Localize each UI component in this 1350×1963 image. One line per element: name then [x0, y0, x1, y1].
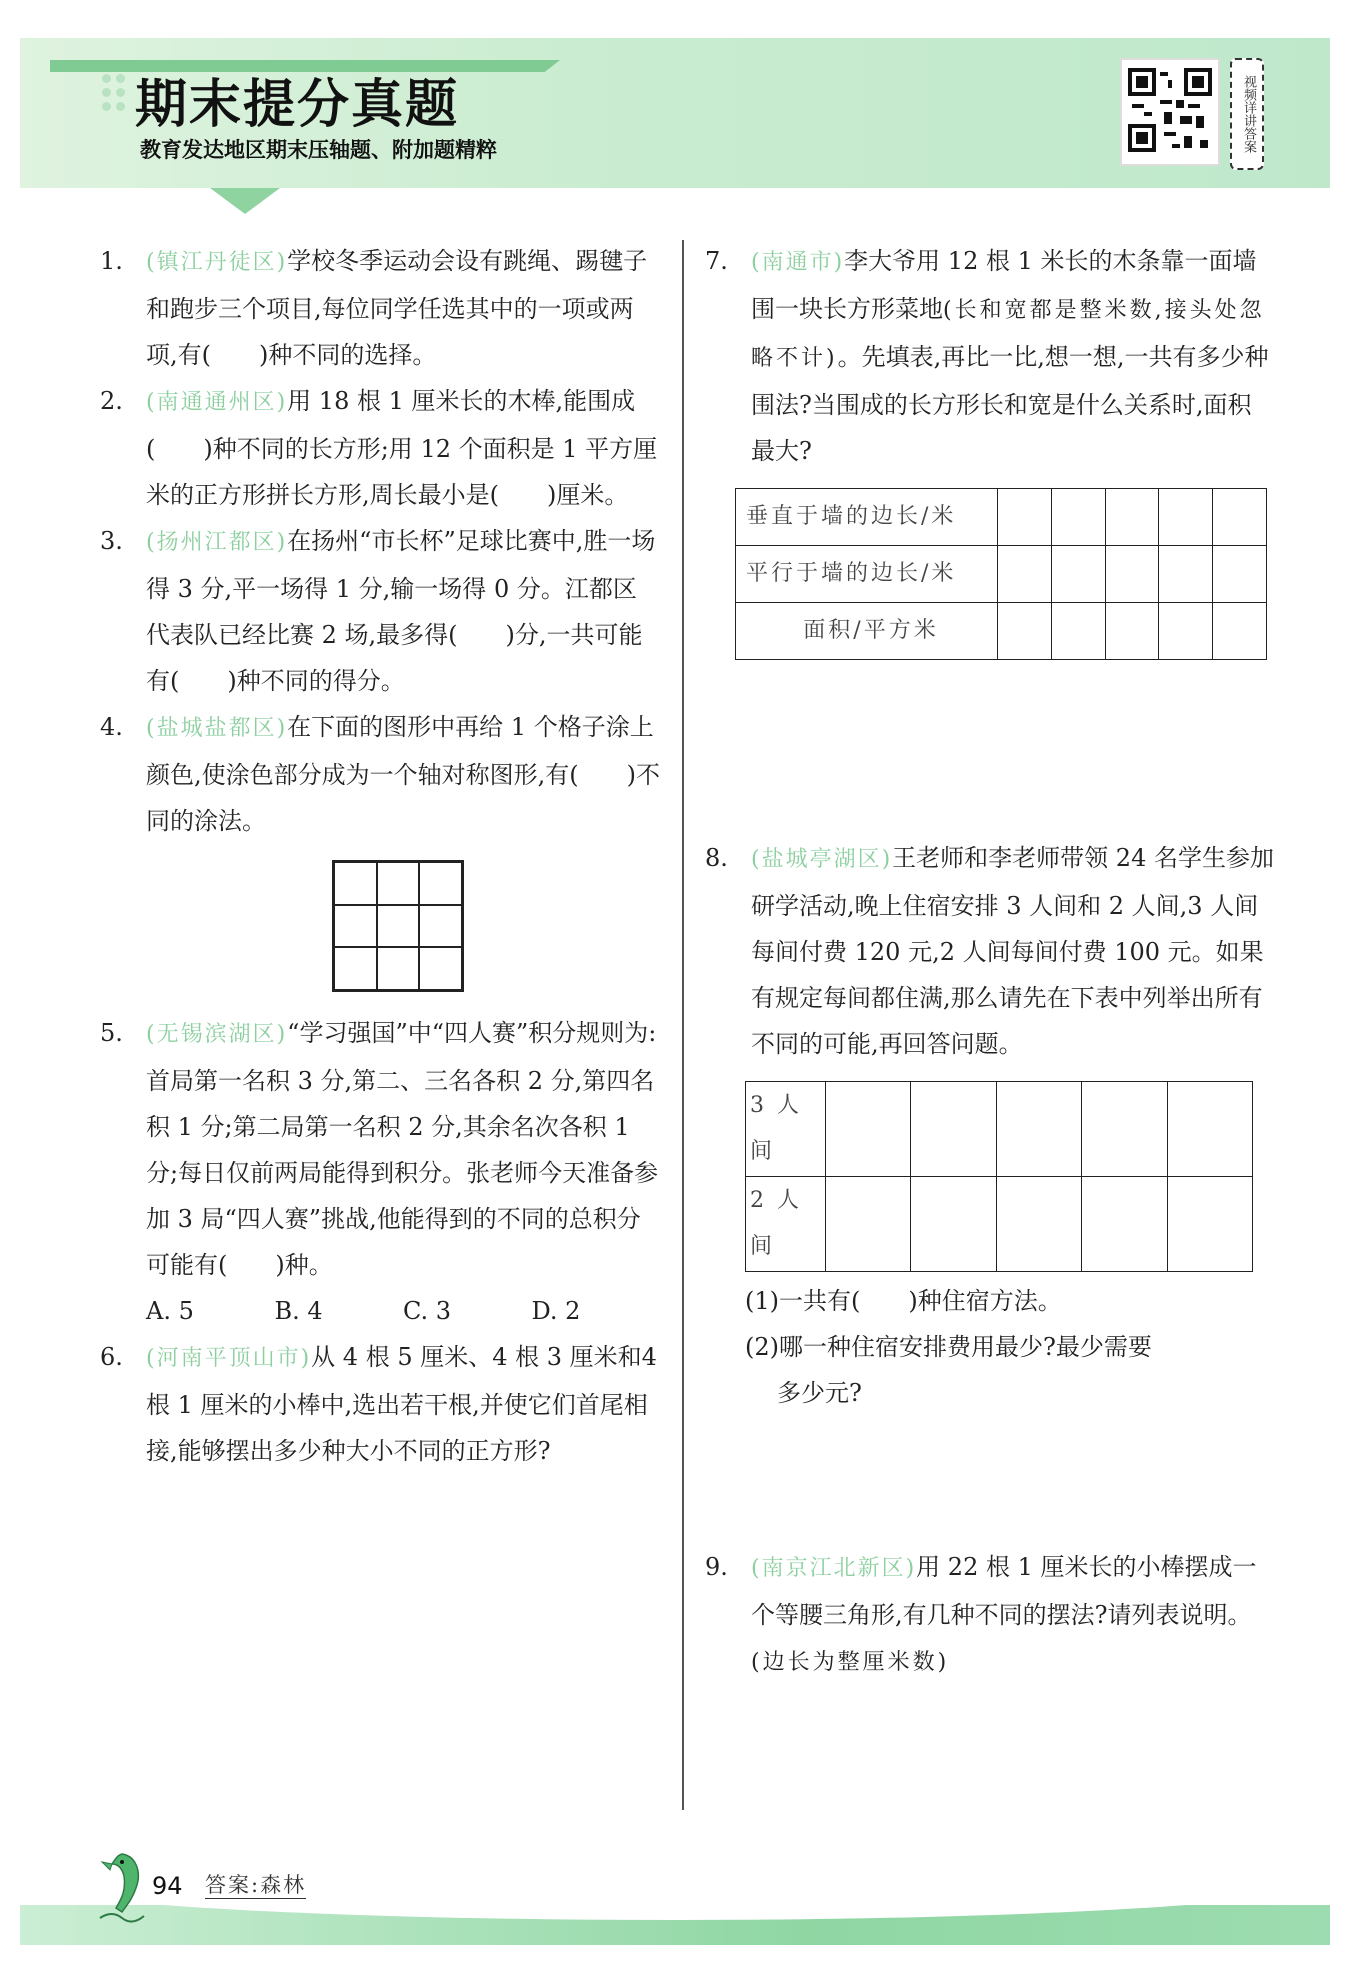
choice-d[interactable]: D. 2 [531, 1297, 581, 1325]
question-note: (长和宽都是整米数,接头处忽略不计) [751, 298, 1265, 371]
table-cell[interactable] [1159, 489, 1213, 546]
sub-question-1: (1)一共有( )种住宿方法。 [745, 1287, 1062, 1315]
table-cell[interactable] [1051, 489, 1105, 546]
table-cell[interactable] [1105, 603, 1159, 660]
sub-question-2: (2)哪一种住宿安排费用最少?最少需要 [745, 1333, 1152, 1361]
table-cell[interactable] [998, 489, 1052, 546]
table-cell[interactable] [826, 1177, 911, 1272]
question-text: 李大爷用 12 根 1 米长的木条靠一面墙围一块长方形菜地 [751, 247, 1257, 323]
question-number: 2. [100, 387, 123, 415]
table-cell[interactable] [1105, 546, 1159, 603]
table-cell[interactable] [1159, 546, 1213, 603]
table-cell[interactable] [998, 603, 1052, 660]
table-cell[interactable] [1051, 546, 1105, 603]
page-number: 94 [152, 1872, 183, 1900]
question-number: 6. [100, 1343, 123, 1371]
grid-cell[interactable] [377, 905, 420, 948]
row-header: 2 人间 [746, 1177, 826, 1272]
question-source: (盐城亭湖区) [751, 847, 893, 872]
table-cell[interactable] [996, 1177, 1081, 1272]
table-row [736, 489, 1267, 546]
choice-a[interactable]: A. 5 [146, 1297, 194, 1325]
fence-table [735, 488, 1267, 660]
qr-code-icon [1128, 68, 1212, 152]
table-row [736, 546, 1267, 603]
question-number: 1. [100, 247, 123, 275]
qr-code[interactable] [1120, 58, 1220, 166]
qr-label: 视频详讲答案 [1230, 58, 1264, 170]
table-cell[interactable] [996, 1082, 1081, 1177]
question-6 [100, 1334, 660, 1474]
question-3 [100, 518, 660, 704]
question-source: (扬州江都区) [146, 530, 288, 555]
dolphin-mascot-icon [92, 1846, 152, 1926]
question-text: 从 4 根 5 厘米、4 根 3 厘米和4 根 1 厘米的小棒中,选出若干根,并使它们首尾相接,能够摆出多少种大小不同的正方形? [146, 1343, 657, 1465]
question-text: 王老师和李老师带领 24 名学生参加研学活动,晚上住宿安排 3 人间和 2 人间,3 人间每间付费 120 元,2 人间每间付费 100 元。如果有规定每间都住满,那么请先在下表中列举出所有不同的可能,再回答问题。 [751, 844, 1274, 1058]
question-text: 在扬州“市长杯”足球比赛中,胜一场得 3 分,平一场得 1 分,输一场得 0 分。江都区代表队已经比赛 2 场,最多得( )分,一共可能有( )种不同的得分。 [146, 527, 656, 695]
question-number: 4. [100, 713, 123, 741]
question-2 [100, 378, 660, 518]
grid-cell[interactable] [377, 862, 420, 905]
grid-cell[interactable] [419, 947, 462, 990]
question-number: 8. [705, 844, 728, 872]
table-cell[interactable] [1051, 603, 1105, 660]
table-cell[interactable] [1105, 489, 1159, 546]
table-cell[interactable] [826, 1082, 911, 1177]
question-source: (南通通州区) [146, 390, 288, 415]
question-number: 3. [100, 527, 123, 555]
grid-cell[interactable] [334, 947, 377, 990]
table-cell[interactable] [1213, 489, 1267, 546]
question-text: 在下面的图形中再给 1 个格子涂上颜色,使涂色部分成为一个轴对称图形,有( )不同的涂法。 [146, 713, 660, 835]
question-source: (镇江丹徒区) [146, 250, 288, 275]
question-text: “学习强国”中“四人赛”积分规则为:首局第一名积 3 分,第二、三名各积 2 分,第四名积 1 分;第二局第一名积 2 分,其余名次各积 1 分;每日仅前两局能得到积分。张老师今天准备参加 3 局“四人赛”挑战,他能得到的不同的总积分可能有( )种。 [146, 1019, 659, 1279]
grid-cell[interactable] [334, 905, 377, 948]
grid-cell[interactable] [334, 862, 377, 905]
table-cell[interactable] [1213, 603, 1267, 660]
page-title: 期末提分真题 [135, 75, 460, 135]
table-cell[interactable] [1167, 1082, 1252, 1177]
table-cell[interactable] [911, 1082, 996, 1177]
row-header: 垂直于墙的边长/米 [736, 489, 998, 546]
question-9 [705, 1544, 1275, 1686]
table-cell[interactable] [1213, 546, 1267, 603]
sub-question-2-continued: 多少元? [777, 1379, 862, 1407]
page-subtitle: 教育发达地区期末压轴题、附加题精粹 [140, 138, 497, 162]
table-cell[interactable] [911, 1177, 996, 1272]
table-row [746, 1082, 1253, 1177]
lodging-table [745, 1081, 1253, 1272]
table-cell[interactable] [1159, 603, 1213, 660]
right-column [705, 238, 1275, 1686]
table-cell[interactable] [1082, 1082, 1167, 1177]
question-number: 5. [100, 1019, 123, 1047]
choice-list [146, 1288, 660, 1334]
question-source: (河南平顶山市) [146, 1346, 312, 1371]
row-header: 面积/平方米 [736, 603, 998, 660]
question-text: 用 18 根 1 厘米长的木棒,能围成( )种不同的长方形;用 12 个面积是 1 平方厘米的正方形拼长方形,周长最小是( )厘米。 [146, 387, 658, 509]
banner-arrow-decoration [210, 188, 280, 214]
question-text: 学校冬季运动会设有跳绳、踢毽子和跑步三个项目,每位同学任选其中的一项或两项,有( )种不同的选择。 [146, 247, 648, 369]
question-source: (南通市) [751, 250, 845, 275]
question-number: 7. [705, 247, 728, 275]
answer-tag: 答案:森林 [205, 1873, 307, 1897]
row-header: 3 人间 [746, 1082, 826, 1177]
table-cell[interactable] [1082, 1177, 1167, 1272]
question-text: 用 22 根 1 厘米长的小棒摆成一个等腰三角形,有几种不同的摆法?请列表说明。 [751, 1553, 1257, 1629]
three-by-three-grid [332, 860, 464, 992]
question-1 [100, 238, 660, 378]
row-header: 平行于墙的边长/米 [736, 546, 998, 603]
table-cell[interactable] [1167, 1177, 1252, 1272]
choice-b[interactable]: B. 4 [274, 1297, 323, 1325]
table-row [736, 603, 1267, 660]
choice-c[interactable]: C. 3 [403, 1297, 452, 1325]
question-7 [705, 238, 1275, 660]
question-source: (南京江北新区) [751, 1556, 917, 1581]
question-8 [705, 835, 1275, 1416]
left-column [100, 238, 660, 1474]
table-row [746, 1177, 1253, 1272]
grid-cell[interactable] [419, 862, 462, 905]
question-number: 9. [705, 1553, 728, 1581]
question-text-continued: 。先填表,再比一比,想一想,一共有多少种围法?当围成的长方形长和宽是什么关系时,面积最大? [751, 343, 1269, 465]
grid-cell[interactable] [377, 947, 420, 990]
column-divider [682, 240, 684, 1810]
question-note: (边长为整厘米数) [751, 1650, 950, 1675]
question-5 [100, 1010, 660, 1334]
question-source: (盐城盐都区) [146, 716, 288, 741]
grid-cell[interactable] [419, 905, 462, 948]
question-source: (无锡滨湖区) [146, 1022, 288, 1047]
question-4 [100, 704, 660, 992]
table-cell[interactable] [998, 546, 1052, 603]
